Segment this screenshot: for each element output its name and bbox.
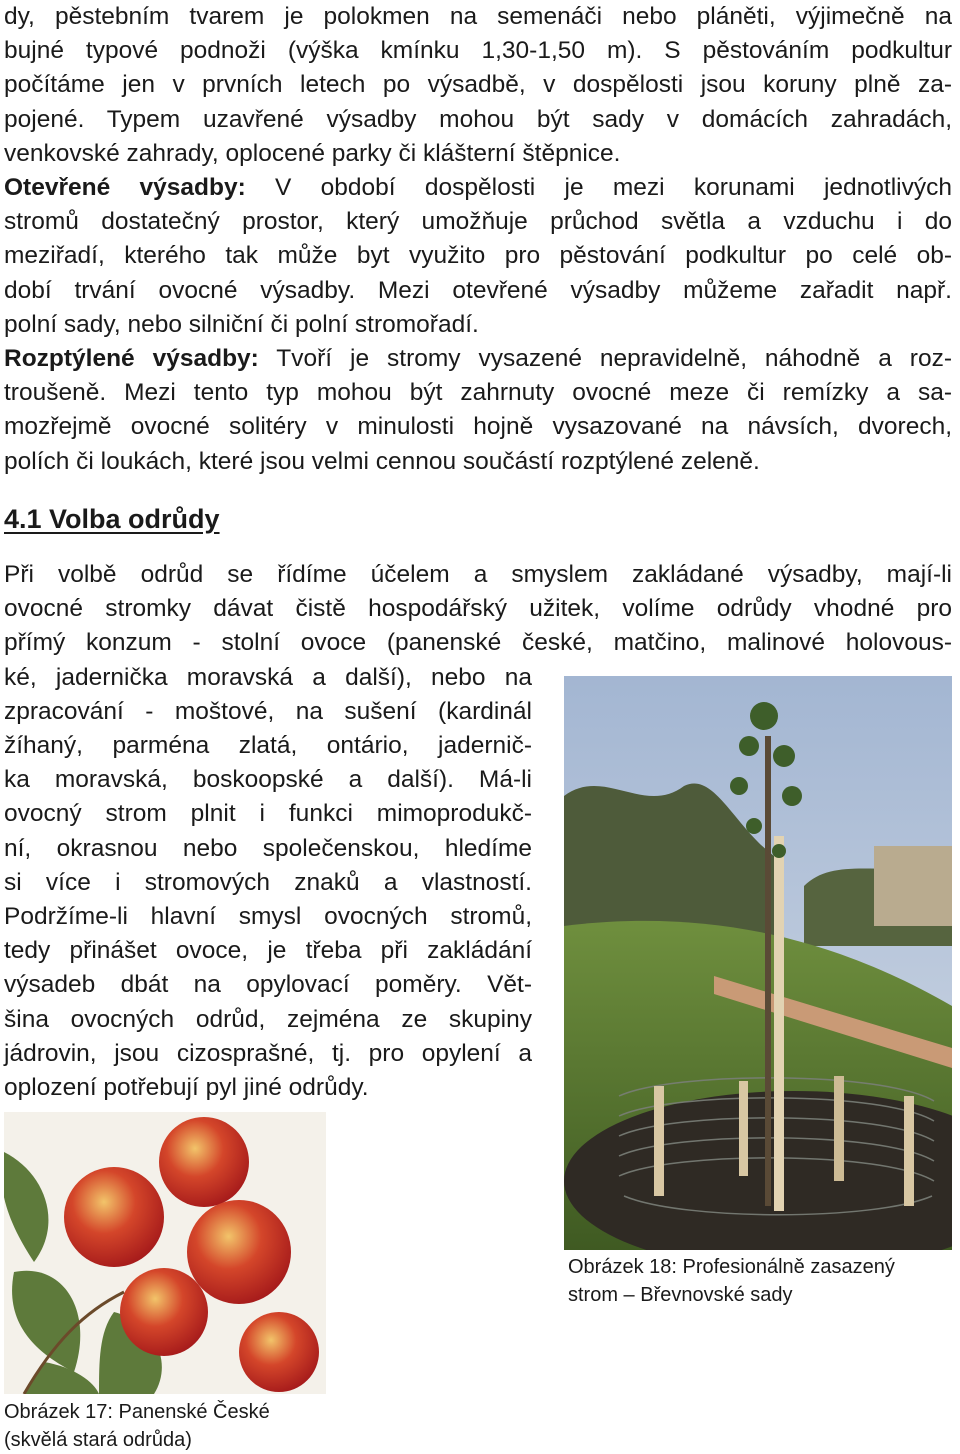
text-line: venkovské zahrady, oplocené parky či klášterní štěpnice. (4, 139, 621, 167)
text-line: tedy přinášet ovoce, je třeba při zakládání (4, 937, 532, 965)
apples-photo (4, 1112, 326, 1394)
text-line: přímý konzum - stolní ovoce (panenské české, matčino, malinové holovous- (4, 629, 952, 657)
text-line: stromů dostatečný prostor, který umožňuje průchod světla a vzduchu i do (4, 208, 952, 236)
text-line: ka moravská, boskoopské a další). Má-li (4, 766, 532, 794)
figure-18-caption: Obrázek 18: Profesionálně zasazený strom – Břevnovské sady (568, 1256, 895, 1306)
text-line: zpracování - moštové, na sušení (kardinál (4, 697, 532, 725)
open-plantings-label: Otevřené výsadby: (4, 174, 246, 202)
section-heading: 4.1 Volba odrůdy (4, 504, 220, 534)
text-line: dy, pěstebním tvarem je polokmen na semenáči nebo pláněti, výjimečně na (4, 3, 952, 30)
text-line: ké, jadernička moravská a další), nebo na (4, 663, 532, 691)
text-line: žíhaný, parména zlatá, ontário, jadernič- (4, 732, 532, 760)
text-line: výsadeb dbát na opylovací poměry. Vět- (4, 971, 532, 999)
text-line: Rozptýlené výsadby: Tvoří je stromy vysazené nepravidelně, náhodně a roz- (4, 345, 952, 373)
text-line: ovocné stromky dávat čistě hospodářský užitek, volíme odrůdy vhodné pro (4, 595, 952, 623)
text-line: polích či loukách, které jsou velmi cennou součástí rozptýlené zeleně. (4, 447, 760, 475)
text-line: Otevřené výsadby: V období dospělosti je mezi korunami jednotlivých (4, 174, 952, 202)
text-line: jádrovin, jsou cizosprašné, tj. pro opylení a (4, 1039, 532, 1067)
text-line: šina ovocných odrůd, zejména ze skupiny (4, 1005, 532, 1033)
text-line: oplození potřebují pyl jiné odrůdy. (4, 1074, 369, 1102)
text-line: Při volbě odrůd se řídíme účelem a smyslem zakládané výsadby, mají-li (4, 561, 952, 588)
intro-paragraphs (4, 0, 952, 479)
text-line: ní, okrasnou nebo společenskou, hledíme (4, 834, 532, 862)
figure-17-caption: Obrázek 17: Panenské České (skvělá stará odrůda) (4, 1401, 270, 1451)
text-line: Podržíme-li hlavní smysl ovocných stromů, (4, 903, 532, 931)
text-line: dobí trvání ovocné výsadby. Mezi otevřené výsadby můžeme zařadit např. (4, 276, 952, 304)
text-line: meziřadí, kterého tak může byt využito pro pěstování podkultur po celé ob- (4, 242, 952, 270)
tree-photo (564, 676, 952, 1250)
text-line: ovocný strom plnit i funkci mimoprodukč- (4, 800, 532, 828)
text-line: polní sady, nebo silniční či polní stromořadí. (4, 310, 479, 338)
text-line: si více i stromových znaků a vlastností. (4, 868, 532, 896)
text-line: bujné typové podnoži (výška kmínku 1,30-1,50 m). S pěstováním podkultur (4, 37, 952, 65)
text-line: počítáme jen v prvních letech po výsadbě, v dospělosti jsou koruny plně za- (4, 71, 952, 99)
text-line: troušeně. Mezi tento typ mohou být zahrnuty ovocné meze či remízky a sa- (4, 379, 952, 407)
text-line: pojené. Typem uzavřené výsadby mohou být sady v domácích zahradách, (4, 105, 952, 133)
scattered-plantings-label: Rozptýlené výsadby: (4, 345, 259, 373)
text-line: mozřejmě ovocné solitéry v minulosti hojně vysazované na návsích, dvorech, (4, 413, 952, 441)
